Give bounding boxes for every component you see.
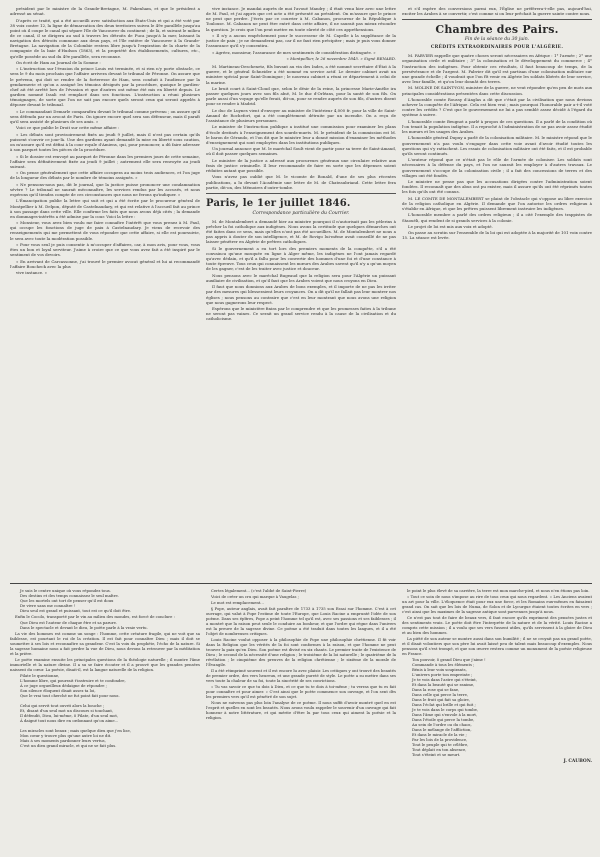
verse-line: Pilate le questionne, xyxy=(20,673,60,678)
feuilleton-paragraph: La vie des hommes est comme un songe : l'homme, cette créature fragile, qui ne voit que sa faiblesse, est pourtant le roi de la création. Il est fait pour connaître Dieu ; mais il doit se soumettre à ses lois et reconnaître sa grandeur. C'est la voix du prophète, l'écho de la nature. Si la sagesse humaine nous a fait perdre la vue de Dieu, nous devons la retrouver par la méditation et la prière. xyxy=(10,631,200,656)
article-paragraph: M. Martineau-Deschenetz, fils buvant au vin des Indes, a été nommé secrétaire d'État à la guerre, et le général Schneider a été nommé en service actif. Le dernier cabinet avait un ministre spécial pour Saint-Domingue ; le nouveau cabinet a réuni ce département à celui de la marine. xyxy=(206,64,396,85)
article-paragraph: M. FABVIER rappelle que quatre choses seront nécessaires en Afrique : 1° l'armée ; 2° une organisation civile et militaire ; 3° la colonisation et le développement du commerce ; 4° l'instruction des indigènes. Pour obtenir ces résultats, il faut beaucoup de temps, de la persévérance et de l'argent. M. Fabvier dit qu'il est partisan d'une colonisation militaire sur une grande échelle ; il voudrait que l'on fît venir en Algérie les soldats libérés de leur service, avec leur famille, et qu'on leur donnât des terres. xyxy=(402,53,592,85)
feuilleton-column-2 xyxy=(206,588,396,856)
feuilleton-paragraph: § Pope, auteur anglais, avait fait paraître de 1733 à 1735 son Essai sur l'homme. C'est à cet ouvrage, qui valut à Pope l'estime de toute l'Europe, que Louis Racine a emprunté l'idée de son poème. Dans ses épîtres, Pope a peint l'homme tel qu'il est, avec ses passions et ses faiblesses ; il a montré que la raison peut seule le conduire au bonheur, et que l'ordre qui règne dans l'univers est la preuve de la sagesse divine. Ce poème a été traduit dans toutes les langues, et il a été l'objet de nombreuses critiques. xyxy=(206,606,396,636)
article-paragraph: Le projet de loi est mis aux voix et adopté. xyxy=(408,223,493,229)
article-paragraph: Il faut que nous donnions aux Arabes de bons exemples, et il importe de ne pas les irriter par des mesures qui blesseraient leurs croyances. On a dit qu'il ne fallait pas leur montrer nos églises ; nous pensons au contraire que c'est en leur montrant que nous avons une religion que nous gagnerons leur respect. xyxy=(206,284,396,305)
feuilleton-paragraph: Certes légalement... (c'est l'abbé de Saint-Pierre) xyxy=(211,588,307,593)
article-paragraph: L'Émancipation publie la lettre qui suit et qui a été écrite par le procureur général de Montpellier à M. Delpon, député de Castelnaudary, et qui est relative à l'accueil fait au prince à son passage dans cette ville. Elle confirme les faits que nous avons déjà cités ; la demande en dommages-intérêts a été admise par la cour. Voici la lettre : xyxy=(10,198,200,219)
verse-block xyxy=(412,657,592,757)
verse-line: Mon cœur y trouve plus qu'une autre loi ne dit. xyxy=(20,733,112,738)
feuilleton-divider xyxy=(10,583,592,584)
verse-line: Tout le peuple qui te célèbre, xyxy=(412,742,469,747)
letter-date: « Montpellier, le 26 novembre 1845. » xyxy=(286,55,363,61)
article-paragraph: L'honorable comte Beugnot a parlé à propos de ces questions. Il a parlé de la condition où l'on tenait la population indigène. Il a reproché à l'administration de ne pas avoir assez étudié les mœurs et les usages des Arabes. xyxy=(402,118,592,135)
feuilleton-paragraph: Il a été réimprimé souvent et il est encore lu avec plaisir. Les critiques y ont trouvé des beautés de premier ordre, des vers heureux, et une grande pureté de style. Le poète a su mettre dans ses vers toute la chaleur de sa foi, toute la sincérité de ses convictions. xyxy=(206,668,396,683)
feuilleton-section xyxy=(10,588,592,856)
article-paragraph: et s'il espère des conversions parmi eux, l'Église ne préférera-t-elle pas, aujourd'hui, exciter les Arabes à se convertir, c'est comme si on leur prêchait la guerre sainte contre nous. xyxy=(402,6,592,17)
verse-line: Dans la rose qui se fane, xyxy=(412,687,460,692)
verse-line: Que le vrai tout cherché ne fut point fait pour nous. xyxy=(20,693,120,698)
feuilleton-paragraph: Nous ne suivrons pas plus loin l'analyse de ce poème. Il nous suffit d'avoir montré quel en est l'esprit et quelles en sont les beautés. Nous avons voulu rappeler le souvenir d'un ouvrage qui fait honneur à notre littérature, et qui mérite d'être lu par tous ceux qui aiment la poésie et la religion. xyxy=(206,700,396,720)
verse-line: Tout déplait en ton absence, xyxy=(412,747,467,752)
article-paragraph: « Agréez, monsieur, l'assurance de mes sentiments de considération distinguée. » xyxy=(212,49,376,55)
article-paragraph: Un journal annonce que M. le maréchal Soult vient de partir pour sa terre de Saint-Amand, où il doit passer quelques semaines. xyxy=(206,146,396,157)
article-paragraph: Espérons que le ministère finira par le comprendre et que les promesses faites à la tribune ne seront pas vaines. Ce serait un grand service rendu à la cause de la civilisation et du catholicisme. xyxy=(206,306,396,322)
verse-block xyxy=(20,673,200,748)
verse-line: De vivre sans me connaître ! xyxy=(20,603,76,608)
verse-line: Dans l'étoile qui perce la tombe, xyxy=(412,717,475,722)
dateline-subheading: Correspondance particulière du Courrier. xyxy=(252,210,350,216)
verse-line: Des destins et des temps connaissez le seul maître. xyxy=(20,593,119,598)
article-paragraph: Le duc de Luynes vient d'envoyer au ministre de l'intérieur 4,000 fr. pour la ville de Saint-Amand de Rochefort, qui a été complètement détruite par un incendie. On a reçu de l'assistance de plusieurs personnes. xyxy=(206,107,396,124)
article-paragraph: vive instance. Je mandai auprès de moi l'avoué Mandry ; il était venu hier avec une lettre de M. Paul, et j'ai appris que cet acte a été présenté au président. On m'assure que le prince ne peut que perdre. J'écris par ce courrier à M. Cabanon, procureur de la République à Toulouse. M. Cabanon ne peut être entré dans cette affaire, il ne saurait pas mieux résoudre la question. Je crois que l'on peut mettre en toute sûreté de côté ces appréhensions. xyxy=(206,6,396,32)
verse-line: Dans l'âme qui s'envole à la mort, xyxy=(412,712,478,717)
verse-line: Que les mortels ont tort de penser qu'il est doux xyxy=(20,598,114,603)
article-paragraph: D'après ce traité, qui a été accueilli avec satisfaction aux États-Unis et qui a été voté par 38 voix contre 12, la ligne de démarcation des deux territoires suivra le 49e parallèle jusqu'au point où il coupe le canal qui sépare l'île de Vancouver du continent ; de là, et suivant le milieu de ce canal, il se dirigera au sud à travers les détroits de Fuca jusqu'à la mer, laissant la navigation des détroits commune aux deux pays, et l'île entière de Vancouver à la Grande-Bretagne. La navigation de la Colombie restera libre jusqu'à l'expiration de la charte de la compagnie de la baie d'Hudson (1863), et la propriété des établissements, cultures, etc., qu'elle possède au sud du 49e parallèle, sera reconnue. xyxy=(10,17,200,59)
article-paragraph: Nous pensons avec le maréchal Bugeaud que la religion sera pour l'Algérie un puissant auxiliaire de civilisation, et qu'il faut que les Arabes voient que nous croyons en Dieu. xyxy=(206,272,396,283)
verse-line: Je te vois dans le corps qui tombe, xyxy=(412,707,479,712)
feuilleton-paragraph: le point le plus élevé de sa carrière, la terre est mon marche-pied, et nous n'en étions pas loin. xyxy=(407,588,590,593)
feuilleton-paragraph: Louis Racine voulut opposer à la philosophie de Pope une philosophie chrétienne. Il fit voir dans la Religion que les vérités de la foi sont conformes à la raison, et que l'homme ne peut trouver la paix qu'en Dieu. Son poème est divisé en six chants. Le premier traite de l'existence de Dieu ; le second de la nécessité d'une religion ; le troisième de la loi naturelle ; le quatrième de la révélation ; le cinquième des preuves de la religion chrétienne ; le sixième de la morale de l'Évangile. xyxy=(206,637,396,667)
verse-line: Et dans le miracle de la vie ; xyxy=(412,732,467,737)
verse-line: À ce juge orgueilleux dédaigne de répondre ; xyxy=(20,683,107,688)
verse-line: Et dans la beauté qui se ranime, xyxy=(412,682,475,687)
verse-line: Commande à tous les éléments ; xyxy=(412,662,475,667)
letter-signature xyxy=(206,56,396,61)
section-divider xyxy=(206,193,396,194)
verse-line: C'est un dieu grand miracle, et qui ne se fait plus. xyxy=(20,743,117,748)
article-paragraph: On passe au scrutin sur l'ensemble de la loi qui est adoptée à la majorité de 101 voix contre 15. La séance est levée. xyxy=(402,230,592,241)
letter-signer: Signé RENARD. xyxy=(364,55,396,61)
feuilleton-paragraph: « Tout ce soin de nous s'impose au rire de tous ceux qui nous regardent. » Les Anciens avaient un art pour la ville. L'éloquence était pour eux une force, et les Romains eux-mêmes en faisaient grand cas. On sait que les lois de Numa, de Solon et de Lycurgue étaient toutes écrites en vers ; c'est ainsi que les maximes de la sagesse antique sont parvenues jusqu'à nous. xyxy=(402,594,592,614)
verse-line: L'homme libre, qui pourrait t'instruire et te confondre, xyxy=(20,678,126,683)
article-paragraph: vive instance. » xyxy=(16,270,48,276)
section-title: CRÉDITS EXTRAORDINAIRES POUR L'ALGÉRIE. xyxy=(430,45,564,51)
verse-line: Celui qui servit tout ouvrit alors la bouche ; xyxy=(20,703,105,708)
article-paragraph: Voici ce que publie le Droit sur cette même affaire : xyxy=(16,125,120,131)
verse-line: Mais à ses moments pardonner leurs vertus, xyxy=(20,738,106,743)
article-paragraph: Le bruit court à Saint-Cloud que, selon le désir de la reine, la princesse Marie-Amélie ira passer quelques jours avec son fils aîné, M. le duc d'Orléans, pour la santé de son fils. On parle aussi d'un voyage qu'elle ferait, dit-on, pour se rendre auprès de son fils, d'autres disent pour se rendre à Madrid. xyxy=(206,85,396,107)
column-1 xyxy=(10,6,200,583)
feuilleton-column-3 xyxy=(402,588,592,856)
verse-line: Je suis le centre unique où vous répondez tous. xyxy=(20,588,111,593)
article-paragraph: « Le commandant Demarle comparaîtra devant le tribunal comme prévenu ; on assure qu'il sera défendu par un avocat de Paris. On ignore encore quel sera son défenseur, mais il paraît qu'il sera assisté de plusieurs de ses amis. » xyxy=(10,108,200,125)
article-paragraph: « Si le dossier est renvoyé au parquet de Péronne dans les premiers jours de cette semaine, l'affaire sera définitivement fixée au jeudi 9 juillet ; autrement elle sera renvoyée au jeudi suivant. xyxy=(10,153,200,169)
article-paragraph: M. de Montalembert a demandé hier au ministre pourquoi il n'autorisait pas les pèlerins à prêcher la foi catholique aux indigènes. Nous avons la certitude que quelques démarches ont été faites dans ce sens, mais qu'elles n'ont pas été accueillies. M. de Montalembert ne nous a pas appris à douter de son intelligence, et M. de Rovigo lui-même avait conseillé de ne pas laisser pénétrer en Algérie de prêtres catholiques. xyxy=(206,218,396,245)
verse-line: À daigné tout nous dire en ordonnant qu'on aime... xyxy=(20,718,119,723)
verse-line: Tout s'éteint et se meurt. xyxy=(412,752,461,757)
verse-line: L'univers porte ton empreinte ; xyxy=(412,672,473,677)
feuilleton-column-1 xyxy=(10,588,200,856)
article-paragraph: président par le ministre de la Grande-Bretagne, M. Pakenham, et que le président a adressé au sénat. xyxy=(10,6,200,17)
article-paragraph: Le ministre ne pense pas que les accusations dirigées contre l'administration soient fondées. Il reconnaît que des abus ont pu exister, mais il assure qu'ils ont été réprimés toutes les fois qu'ils ont été connus. xyxy=(402,179,592,195)
feuilleton-paragraph: Le mot est remplacement... xyxy=(211,600,264,605)
article-paragraph: « Ne pensons-nous pas, dit le journal, que la justice puisse prononcer une condamnation sévère ? Le tribunal ne saurait méconnaître, les services rendus par les accusés, et nous espérons qu'il tiendra compte de ces circonstances que nous ne ferons qu'indiquer. » xyxy=(10,181,200,197)
verse-block xyxy=(20,588,200,613)
verse-line: Et, disant d'un seul mot un discours si touchant, xyxy=(20,708,114,713)
verse-line: Il défendit, Dieu, lui-même, ô Pilate, d'un seul mot, xyxy=(20,713,119,718)
verse-line: Dans l'éclat qui brille et qui fuit ; xyxy=(412,702,476,707)
verse-line: Les miracles sont beaux ; mais quelque dieu que j'en lise, xyxy=(20,728,131,733)
article-paragraph: « Pour vous seul je puis consentir à m'occuper d'affaires, car, à mon avis, pour vous, vous êtes un bon et loyal serviteur. J'aime à croire que ce que vous avez fait a été inspiré par le sentiment de vos devoirs. xyxy=(10,241,200,258)
article-paragraph: Le ministre de la justice a adressé aux procureurs généraux une circulaire relative aux frais de justice criminelle. Il leur recommande de faire en sorte que les dépenses soient réduites autant que possible. xyxy=(206,157,396,174)
article-paragraph: « Les débats sont provisoirement fixés au jeudi 9 juillet, mais il n'est pas certain qu'ils puissent s'ouvrir ce jour-là. Une des gardiens ayant demandé la mise en liberté sous caution, on m'assure qu'il est défini à la cour royale d'Amiens, qui, pour prononcer, a dû faire adresser à son parquet toutes les pièces de la procédure. xyxy=(10,131,200,153)
news-columns xyxy=(10,6,592,583)
article-paragraph: M. LE COMTE DE MONTALEMBERT se plaint de l'obstacle qui s'oppose au libre exercice de la religion catholique en Algérie. Il demande que l'on autorise les ordres religieux à s'établir en Afrique, et que les prêtres puissent librement instruire les indigènes. xyxy=(402,195,592,211)
article-paragraph: Si le gouvernement a eu tort lors des premiers moments de la conquête, s'il a été convaincu qu'une mosquée en ligne à Alger même, les indigènes ne l'ont jamais regardé qu'avec dédain, et qu'il a fallu pour les convertir des hommes d'une foi et d'une constance à toute épreuve. Tous ceux qui connaissent les mœurs des Arabes savent qu'il n'y a qu'un moyen de les gagner, c'est de les traiter avec justice et douceur. xyxy=(206,245,396,272)
article-paragraph: L'orateur répond que ce n'était pas le rôle de l'armée de coloniser. Les soldats sont nécessaires à la défense du pays, et l'on ne saurait les employer à d'autres travaux. Le gouvernement s'occupe de la colonisation civile ; il a fait des concessions de terres et des villages ont été fondés. xyxy=(402,157,592,178)
column-3 xyxy=(402,6,592,583)
verse-line: Bénis à leur voix soupirants, xyxy=(412,667,467,672)
verse-block xyxy=(20,620,200,630)
verse-line: Dans le mélange de l'affliction, xyxy=(412,727,472,732)
article-paragraph: « L'instruction sur l'évasion du prince Louis est terminée, et si rien n'y porte obstacle, ce sera le 9 du mois prochain que l'affaire arrivera devant le tribunal de Péronne. On assure que le prévenu, qui doit se rendre de la forteresse de Ham, sera conduit à l'audience par la gendarmerie et qu'on a assigné les témoins désignés par la procédure, quoique le gardien-chef ait été arrêté lors de l'évasion et que d'autres ont même été mis en liberté depuis. Le gardien nommé Issali est remplacé dans ses fonctions. L'instruction a réuni plusieurs témoignages, de sorte que l'on ne sait pas encore quels seront ceux qui seront appelés à déposer devant le tribunal. xyxy=(10,66,200,108)
verse-line: Dans le fruit qui fait sa gloire, xyxy=(412,697,470,702)
article-paragraph: « Il n'y a aucun empêchement pour le successeur de M. Capelle à la suppléance de la justice de paix ; je ne demanderai pas, car il ne faut rien précipiter ; mais je puis vous donner l'assurance qu'il s'y consentira. xyxy=(206,32,396,49)
verse-line: Que Dieu est l'auteur de chaque être et sa parure. xyxy=(20,620,118,625)
article-paragraph: L'honorable membre a parlé des ordres religieux ; il a cité l'exemple des trappistes de Staouéli, qui rendent de si grands services à la colonie. xyxy=(402,212,592,223)
author-signature: J. CAUBON. xyxy=(563,759,592,764)
verse-line: Dieu seul est grand et puissant, tout est ce qu'il doit être. xyxy=(20,608,132,613)
verse-line: Je te vois dans l'astre qui s'éteint, xyxy=(412,677,478,682)
verse-line: Au sein de l'ordre ou du chaos, xyxy=(412,722,472,727)
verse-line: Ton pouvoir, ô grand Dieu que j'aime ! xyxy=(412,657,486,662)
article-paragraph: Vous n'avez pas oublié que M. le vicomte de Bonald, d'une de ses plus récentes publications, a lu devant l'Académie une lettre de M. de Chateaubriand. Cette lettre fera partie, dit-on, des Mémoires d'outre-tombe. xyxy=(206,174,396,190)
feuilleton-paragraph: La piété de son auteur se montre aussi dans son humilité ; il ne se croyait pas un grand poète, et il disait volontiers que son père lui avait laissé peu de talent mais beaucoup d'exemples. Nous pensons qu'il s'est trompé, et que son œuvre restera comme un monument de la poésie religieuse en France. xyxy=(402,636,592,656)
chamber-heading: Chambre des Pairs. xyxy=(435,23,559,37)
feuilleton-paragraph: Enfin le Cocolo, transporté par le vin au milieu des mondes, est forcé de conclure : xyxy=(15,614,175,619)
article-paragraph: On écrit de Ham au Journal de la Somme : xyxy=(16,59,101,65)
feuilleton-paragraph: Voici de créer un cru qui marque à Vaugelas ; xyxy=(211,594,299,599)
verse-line: Son silence éloquent disait assez ta loi, xyxy=(20,688,96,693)
article-paragraph: L'honorable comte Roussy d'Anglas a dit que c'était par la civilisation que nous devions achever la conquête de l'Afrique. Cela est bien vrai ; mais pourquoi l'honorable pair a-t-il voté contre les crédits ? C'est que le gouvernement ne lui a pas semblé assez décidé à l'égard du système à suivre. xyxy=(402,96,592,118)
verse-line: Dans celle qui perce la terre, xyxy=(412,692,469,697)
article-paragraph: « Monsieur, vous avez bien voulu me faire connaître l'intérêt que vous prenez à M. Paul, qui occupe les fonctions de juge de paix à Castelnaudary. Je viens de recevoir des renseignements qui me permettent de vous répondre que cette affaire, si elle est poursuivie, le sera avec toute la modération possible. xyxy=(10,220,200,241)
column-2 xyxy=(206,6,396,583)
verse-line: Par les lois de la providence, xyxy=(412,737,468,742)
section-divider xyxy=(402,19,592,20)
dateline-heading: Paris, le 1er juillet 1846. xyxy=(206,197,351,209)
feuilleton-paragraph: Ce n'est pas tout de faire de beaux vers, il faut encore qu'ils expriment des pensées justes et des sentiments vrais. Le poète doit être l'interprète de la nature et de la vérité. Louis Racine a compris cette mission ; il a voulu que ses vers fussent utiles, qu'ils servissent à la gloire de Dieu et au bien des hommes. xyxy=(402,615,592,635)
chamber-subheading: Fin de la séance du 30 juin. xyxy=(464,37,530,43)
feuilleton-paragraph: « Tu vas savoir ce que tu dois à Dieu, et ce que tu te dois à toi-même ; tu verras que tu es fait pour connaître et pour aimer. » C'est ainsi que le poète commence son ouvrage, et l'on sent dès les premiers vers qu'il est pénétré de son sujet. xyxy=(206,684,396,699)
article-paragraph: « On pense généralement que cette affaire occupera au moins trois audiences, et l'on juge de la longueur des débats par le nombre de témoins assignés. » xyxy=(10,170,200,181)
article-paragraph: M. MOLINE DE SAINT-YON, ministre de la guerre, ne veut répondre qu'en peu de mots aux principales considérations présentées dans cette discussion. xyxy=(402,85,592,96)
article-paragraph: L'honorable général Dupuy a parlé de la colonisation militaire. M. le ministre répond que le gouvernement n'a pas voulu s'engager dans cette voie avant d'avoir étudié toutes les questions qui s'y rattachent. Les essais de colonisation militaire ont été faits, et il est probable qu'ils seront continués. xyxy=(402,135,592,156)
verse-line: Dans le spectacle et devant le dieu, le poète parle à la vraie vertu. xyxy=(20,625,148,630)
feuilleton-paragraph: Le poète examine ensuite les principales questions de la théologie naturelle ; il montre l'âme immortelle et la nature divine. Il a su se faire écouter et il a prouvé que les grandes pensées naissent du cœur. La poésie, disait-il, est la langue naturelle de la religion. xyxy=(10,657,200,672)
article-paragraph: Le ministre de l'instruction publique a institué une commission pour examiner les plans d'école destinés à l'enseignement des sourds-muets. M. le président de la commission est M. le baron de Gérando, et l'on dit que le ministre leur a donné mission d'examiner les méthodes d'enseignement qui sont employées dans les institutions publiques. xyxy=(206,124,396,145)
article-paragraph: « En arrivant de Carcassonne, j'ai trouvé le premier avocat général et lui ai recommandé l'affaire Boucheck avec la plus xyxy=(10,258,200,269)
